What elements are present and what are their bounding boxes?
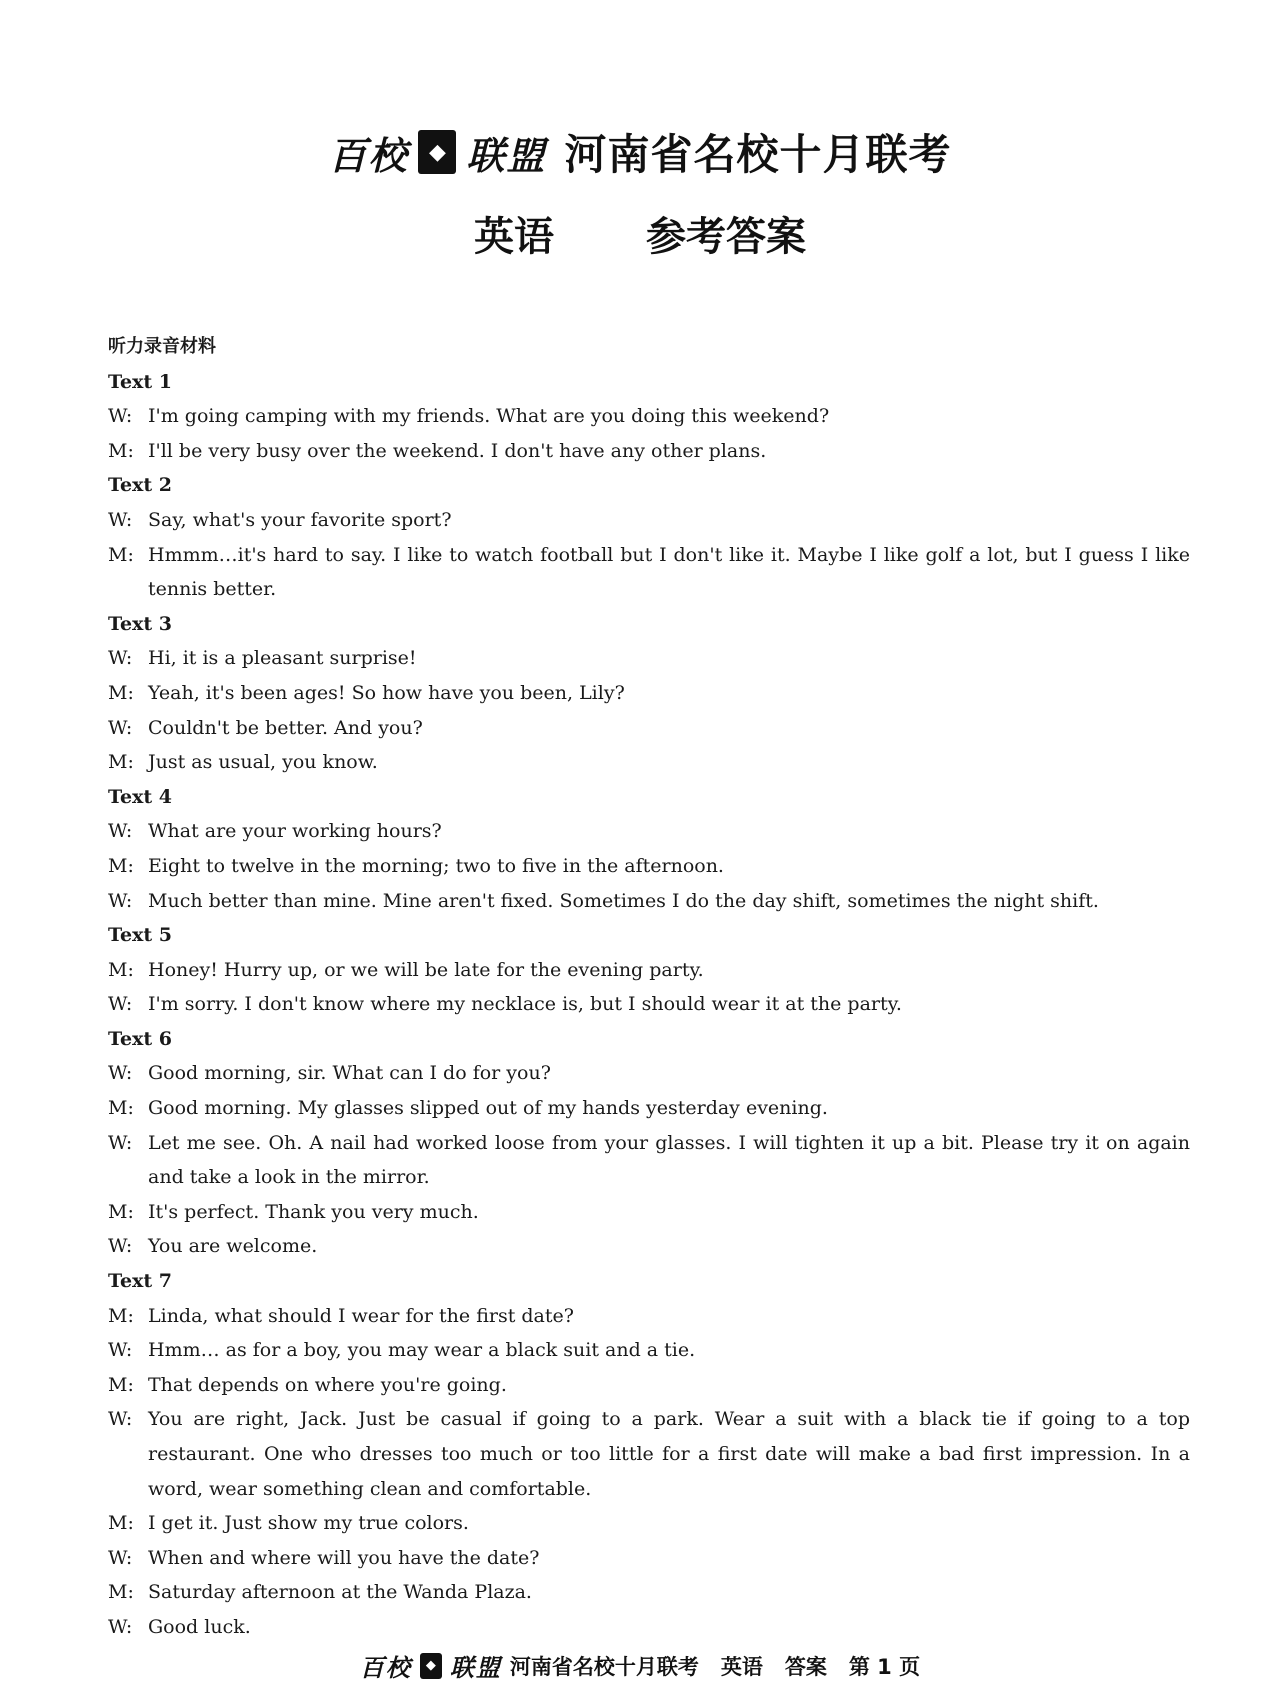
speech-text: You are right, Jack. Just be casual if going to a park. Wear a suit with a black tie if going to a top restaurant. One who dresses too much or too little for a first date will make a bad first impression. In a word, wear something clean and comfortable.	[148, 1408, 1190, 1500]
logo-text-right: 联盟	[466, 132, 547, 178]
dialogue-line	[108, 538, 1190, 607]
speech-text: Much better than mine. Mine aren't fixed. Sometimes I do the day shift, sometimes the night shift.	[148, 889, 1099, 912]
speech-text: Honey! Hurry up, or we will be late for the evening party.	[148, 958, 704, 981]
seal-icon: ◆	[418, 130, 456, 174]
speech-text: Hmm… as for a boy, you may wear a black suit and a tie.	[148, 1339, 696, 1362]
text-label: Text 7	[108, 1270, 172, 1293]
dialogue-line	[108, 745, 1190, 780]
dialogue-line	[108, 953, 1190, 988]
speaker-label: W:	[108, 1546, 133, 1569]
speech-text: Just as usual, you know.	[148, 751, 378, 774]
dialogue-line	[108, 434, 1190, 469]
footer-subject: 英语	[720, 1654, 763, 1679]
speech-text: I'm sorry. I don't know where my necklace is, but I should wear it at the party.	[148, 993, 902, 1016]
dialogue-line	[108, 1541, 1190, 1576]
speaker-label: W:	[108, 716, 133, 739]
speaker-label: M:	[108, 1512, 134, 1535]
speaker-label: W:	[108, 889, 133, 912]
speech-text: When and where will you have the date?	[148, 1546, 540, 1569]
speech-text: Hi, it is a pleasant surprise!	[148, 647, 417, 670]
speaker-label: M:	[108, 958, 134, 981]
dialogue-line	[108, 987, 1190, 1022]
text-label: Text 2	[108, 474, 172, 497]
speaker-label: M:	[108, 543, 134, 566]
speaker-label: W:	[108, 1408, 133, 1431]
dialogue-line	[108, 503, 1190, 538]
speech-text: Good morning. My glasses slipped out of my hands yesterday evening.	[148, 1097, 828, 1120]
speaker-label: M:	[108, 681, 134, 704]
speaker-label: W:	[108, 647, 133, 670]
speech-text: What are your working hours?	[148, 820, 442, 843]
speaker-label: W:	[108, 508, 133, 531]
speaker-label: W:	[108, 820, 133, 843]
transcript-body	[108, 330, 1190, 1645]
page-subtitle	[0, 205, 1280, 262]
dialogue-line	[108, 1091, 1190, 1126]
speech-text: Good luck.	[148, 1615, 251, 1638]
logo-text-left: 百校	[328, 132, 409, 178]
speaker-label: W:	[108, 1062, 133, 1085]
dialogue-line	[108, 1195, 1190, 1230]
speaker-label: M:	[108, 854, 134, 877]
footer-seal-icon: ◆	[420, 1653, 442, 1679]
dialogue-line	[108, 1368, 1190, 1403]
speech-text: Eight to twelve in the morning; two to five in the afternoon.	[148, 854, 724, 877]
brand-logo	[328, 125, 546, 180]
speech-text: It's perfect. Thank you very much.	[148, 1200, 479, 1223]
dialogue-line	[108, 1402, 1190, 1506]
dialogue-line	[108, 849, 1190, 884]
footer-doc-type: 答案	[784, 1654, 827, 1679]
speaker-label: M:	[108, 751, 134, 774]
page-number: 第 1 页	[848, 1654, 921, 1679]
dialogue-line	[108, 884, 1190, 919]
dialogue-line	[108, 711, 1190, 746]
speech-text: Linda, what should I wear for the first date?	[148, 1304, 574, 1327]
speech-text: Good morning, sir. What can I do for you?	[148, 1062, 551, 1085]
speaker-label: M:	[108, 1581, 134, 1604]
speaker-label: W:	[108, 1615, 133, 1638]
text-label: Text 6	[108, 1027, 172, 1050]
speech-text: I'm going camping with my friends. What are you doing this weekend?	[148, 405, 830, 428]
text-label: Text 5	[108, 924, 172, 947]
text-label: Text 3	[108, 612, 172, 635]
dialogue-line	[108, 1575, 1190, 1610]
speech-text: Couldn't be better. And you?	[148, 716, 423, 739]
footer-exam-title: 河南省名校十月联考	[509, 1654, 699, 1679]
speech-text: Saturday afternoon at the Wanda Plaza.	[148, 1581, 532, 1604]
text-label: Text 4	[108, 785, 172, 808]
page-header	[0, 122, 1280, 182]
dialogue-line	[108, 1299, 1190, 1334]
speaker-label: W:	[108, 1131, 133, 1154]
footer-logo-right: 联盟	[449, 1653, 502, 1682]
speaker-label: W:	[108, 993, 133, 1016]
page-footer	[0, 1648, 1280, 1683]
doc-type-label: 参考答案	[646, 214, 806, 260]
dialogue-line	[108, 1126, 1190, 1195]
exam-title: 河南省名校十月联考	[564, 130, 952, 179]
speaker-label: W:	[108, 1235, 133, 1258]
dialogue-line	[108, 1610, 1190, 1645]
speech-text: I'll be very busy over the weekend. I don't have any other plans.	[148, 439, 767, 462]
speaker-label: W:	[108, 405, 133, 428]
speech-text: Yeah, it's been ages! So how have you been, Lily?	[148, 681, 625, 704]
speaker-label: M:	[108, 439, 134, 462]
speaker-label: W:	[108, 1339, 133, 1362]
speech-text: I get it. Just show my true colors.	[148, 1512, 469, 1535]
section-title: 听力录音材料	[108, 336, 216, 357]
dialogue-line	[108, 676, 1190, 711]
speech-text: That depends on where you're going.	[148, 1373, 507, 1396]
dialogue-line	[108, 1229, 1190, 1264]
speaker-label: M:	[108, 1200, 134, 1223]
dialogue-line	[108, 1506, 1190, 1541]
speech-text: Hmmm…it's hard to say. I like to watch football but I don't like it. Maybe I like golf a lot, but I guess I like tennis better.	[148, 543, 1190, 601]
speech-text: Say, what's your favorite sport?	[148, 508, 452, 531]
speech-text: Let me see. Oh. A nail had worked loose from your glasses. I will tighten it up a bit. Please try it on again and take a look in the mirror.	[148, 1131, 1190, 1189]
dialogue-line	[108, 814, 1190, 849]
dialogue-line	[108, 1056, 1190, 1091]
speaker-label: M:	[108, 1373, 134, 1396]
subject-label: 英语	[474, 214, 554, 260]
speaker-label: M:	[108, 1097, 134, 1120]
footer-logo-left: 百校	[359, 1653, 412, 1682]
dialogue-line	[108, 1333, 1190, 1368]
speaker-label: M:	[108, 1304, 134, 1327]
speech-text: You are welcome.	[148, 1235, 318, 1258]
dialogue-line	[108, 641, 1190, 676]
dialogue-line	[108, 399, 1190, 434]
text-label: Text 1	[108, 370, 172, 393]
